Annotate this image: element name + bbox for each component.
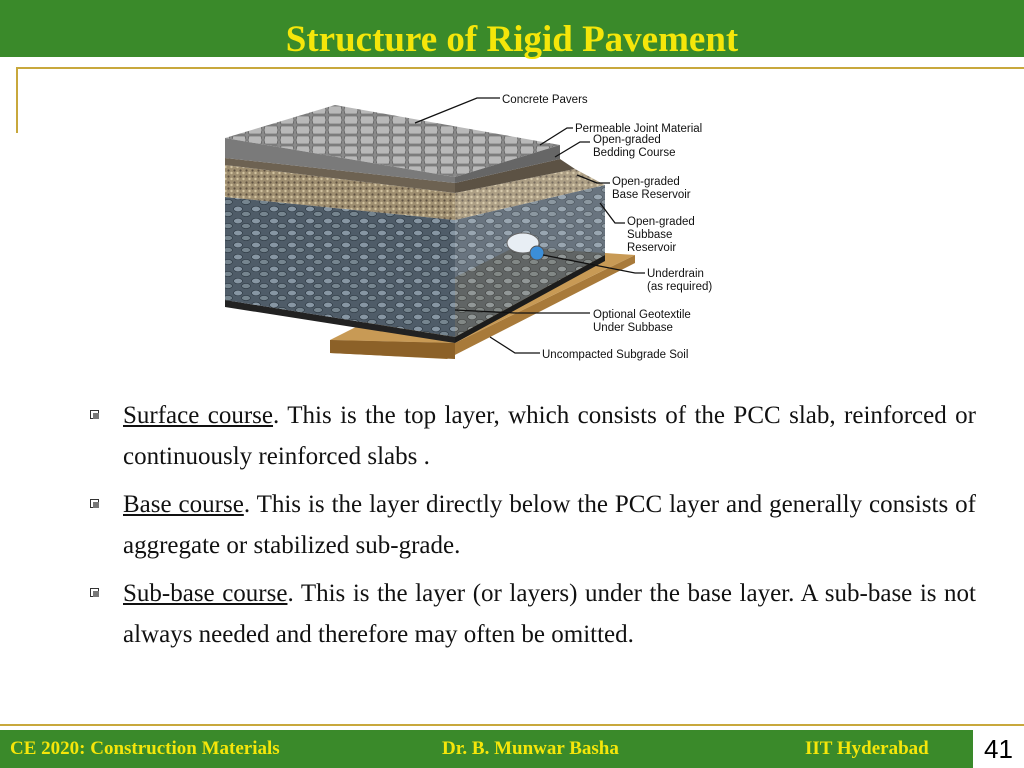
label-subbase-3: Reservoir xyxy=(627,242,677,254)
bullet-text: . This is the top layer, which consists of the PCC slab, reinforced or continuously reinforced slabs . xyxy=(123,402,976,470)
footer-course: CE 2020: Construction Materials xyxy=(10,738,280,759)
bullet-term: Sub-base course xyxy=(123,580,288,607)
left-accent-line xyxy=(16,67,18,133)
bullet-base-course xyxy=(90,484,976,566)
bottom-divider xyxy=(0,724,1024,726)
top-divider xyxy=(16,67,1024,69)
label-geotextile-2: Under Subbase xyxy=(593,322,673,334)
label-base-2: Base Reservoir xyxy=(612,189,691,201)
footer-institute: IIT Hyderabad xyxy=(805,738,929,759)
bullet-text: . This is the layer directly below the PCC layer and generally consists of aggregate or stabilized sub-grade. xyxy=(123,491,976,559)
square-bullet-icon xyxy=(90,499,99,508)
slide-title: Structure of Rigid Pavement xyxy=(285,19,739,60)
pavement-cross-section-figure xyxy=(215,85,775,375)
label-concrete-pavers: Concrete Pavers xyxy=(502,94,588,106)
label-base-1: Open-graded xyxy=(612,176,680,188)
bullet-list xyxy=(90,395,976,662)
label-subbase-1: Open-graded xyxy=(627,216,695,228)
label-underdrain-1: Underdrain xyxy=(647,268,704,280)
page-number: 41 xyxy=(973,730,1024,768)
bullet-text: . This is the layer (or layers) under the base layer. A sub-base is not always needed and therefore may often be omitted. xyxy=(123,580,977,648)
label-subgrade: Uncompacted Subgrade Soil xyxy=(542,349,689,361)
square-bullet-icon xyxy=(90,588,99,597)
subbase-layer xyxy=(225,197,455,337)
label-joint-material: Permeable Joint Material xyxy=(575,123,703,135)
bullet-term: Surface course xyxy=(123,402,274,429)
label-geotextile-1: Optional Geotextile xyxy=(593,309,691,321)
label-bedding-2: Bedding Course xyxy=(593,147,676,159)
bullet-sub-base-course xyxy=(90,573,976,655)
label-bedding-1: Open-graded xyxy=(593,134,661,146)
label-underdrain-2: (as required) xyxy=(647,281,713,293)
footer-author: Dr. B. Munwar Basha xyxy=(442,738,619,759)
label-subbase-2: Subbase xyxy=(627,229,673,241)
square-bullet-icon xyxy=(90,410,99,419)
footer-bar xyxy=(0,730,1024,768)
bullet-surface-course xyxy=(90,395,976,477)
bullet-term: Base course xyxy=(123,491,244,518)
